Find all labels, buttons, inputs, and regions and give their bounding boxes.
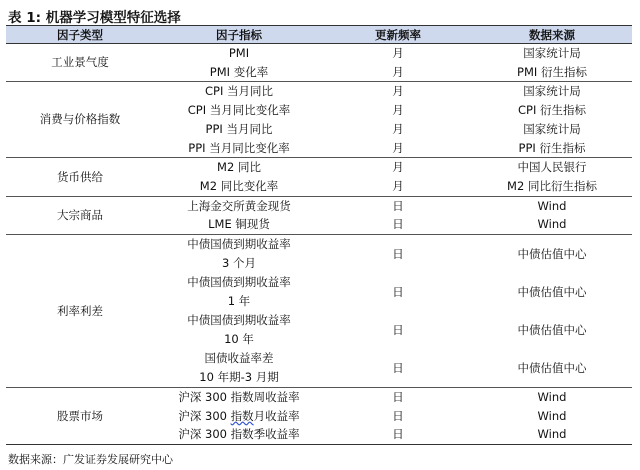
indicator-cell: PPI 当月同比	[205, 121, 273, 136]
feature-table	[6, 25, 632, 445]
header-update-frequency: 更新频率	[324, 26, 472, 44]
indicator-line: 10 年期-3 月期	[199, 370, 279, 385]
source-cell: 国家统计局	[523, 46, 581, 60]
indicator-cell: 沪深 300 指数季收益率	[154, 425, 324, 444]
source-cell: 中债估值中心	[517, 284, 587, 299]
freq-cell: 日	[324, 425, 472, 444]
indicator-line: 国债收益率差	[204, 351, 274, 366]
source-cell: Wind	[537, 390, 567, 405]
indicator-cell: LME 铜现货	[154, 215, 324, 234]
indicator-line: 中债国债到期收益率	[187, 275, 291, 290]
header-data-source: 数据来源	[472, 26, 632, 44]
freq-cell: 月	[392, 103, 404, 118]
source-cell: Wind	[472, 425, 632, 444]
indicator-cell: CPI 当月同比变化率	[187, 103, 291, 118]
indicator-line: 1 年	[227, 294, 251, 309]
indicator-cell	[154, 235, 324, 274]
indicator-cell: 上海金交所黄金现货	[187, 198, 291, 213]
freq-cell: 日	[392, 246, 404, 261]
indicator-cell: PMI 变化率	[154, 63, 324, 82]
indicator-cell: CPI 当月同比	[204, 84, 273, 99]
indicator-part-underlined: 指数	[230, 408, 254, 423]
group-money-supply: 货币供给	[6, 158, 154, 196]
freq-cell: 月	[324, 177, 472, 196]
indicator-cell: PPI 当月同比变化率	[154, 139, 324, 158]
table-caption	[8, 6, 181, 26]
caption-prefix: 表 1:	[8, 10, 41, 26]
table-row	[6, 44, 632, 63]
freq-cell: 日	[392, 390, 404, 405]
indicator-cell: M2 同比变化率	[154, 177, 324, 196]
header-factor-type: 因子类型	[6, 26, 154, 44]
source-cell: 国家统计局	[523, 121, 581, 136]
indicator-cell: 沪深 300 指数周收益率	[178, 390, 300, 405]
indicator-part: 沪深 300	[178, 408, 231, 423]
source-cell: M2 同比衍生指标	[472, 177, 632, 196]
freq-cell: 月	[392, 160, 404, 175]
indicator-cell: PMI	[228, 46, 250, 60]
group-industrial: 工业景气度	[6, 44, 154, 82]
source-cell: Wind	[472, 215, 632, 234]
data-source-note: 数据来源：广发证券发展研究中心	[8, 453, 173, 466]
indicator-part: 月收益率	[253, 408, 300, 423]
caption-text: 机器学习模型特征选择	[45, 10, 181, 26]
table-row	[6, 158, 632, 177]
freq-cell: 月	[392, 46, 404, 60]
table-row	[6, 388, 632, 407]
freq-cell: 月	[324, 63, 472, 82]
header-factor-indicator: 因子指标	[154, 26, 324, 44]
indicator-cell	[154, 349, 324, 388]
source-cell: 中债估值中心	[517, 246, 587, 261]
header-row	[6, 26, 632, 44]
indicator-cell	[154, 273, 324, 311]
group-stock-market: 股票市场	[6, 388, 154, 445]
source-cell: 中债估值中心	[517, 322, 587, 337]
source-cell: PMI 衍生指标	[472, 63, 632, 82]
source-cell: 中国人民银行	[517, 160, 587, 175]
indicator-line: 3 个月	[222, 256, 256, 271]
source-cell: Wind	[537, 198, 567, 213]
indicator-line: 中债国债到期收益率	[187, 313, 291, 328]
table-row	[6, 235, 632, 274]
group-consumption-price: 消费与价格指数	[6, 82, 154, 158]
indicator-line: 中债国债到期收益率	[187, 237, 291, 252]
indicator-line: 10 年	[224, 332, 254, 347]
source-cell: 国家统计局	[523, 84, 581, 99]
source-cell: Wind	[537, 408, 567, 423]
table-row	[6, 82, 632, 101]
freq-cell: 日	[392, 198, 404, 213]
freq-cell: 月	[392, 121, 404, 136]
source-cell: CPI 衍生指标	[517, 103, 586, 118]
indicator-cell	[154, 407, 324, 426]
indicator-cell	[154, 311, 324, 349]
freq-cell: 日	[324, 349, 472, 388]
source-cell: 中债估值中心	[472, 349, 632, 388]
indicator-cell: M2 同比	[217, 160, 261, 175]
group-commodities: 大宗商品	[6, 196, 154, 234]
source-cell: PPI 衍生指标	[472, 139, 632, 158]
freq-cell: 月	[392, 84, 404, 99]
freq-cell: 日	[392, 322, 404, 337]
group-rates-spreads: 利率利差	[6, 235, 154, 388]
freq-cell: 月	[324, 139, 472, 158]
freq-cell: 日	[392, 408, 404, 423]
freq-cell: 日	[324, 215, 472, 234]
freq-cell: 日	[392, 284, 404, 299]
table-row	[6, 196, 632, 215]
